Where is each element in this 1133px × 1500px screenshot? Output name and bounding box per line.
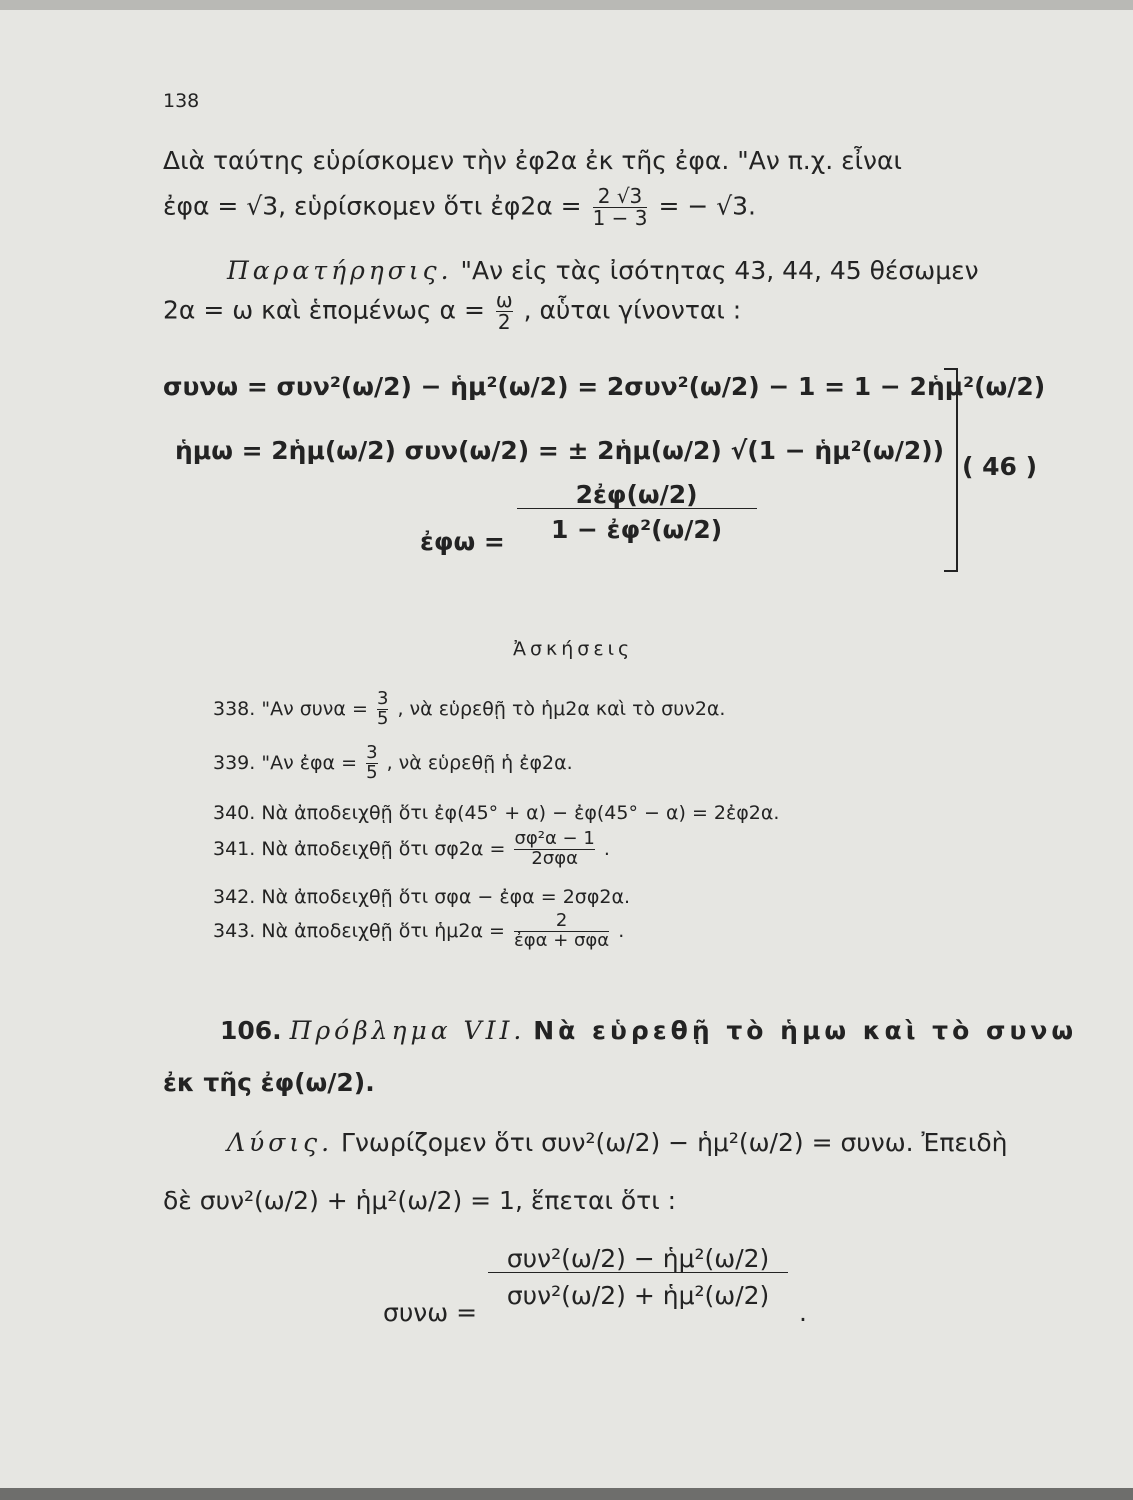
solution-line-2: δὲ συν²(ω/2) + ἡμ²(ω/2) = 1, ἕπεται ὅτι : [163,1186,677,1215]
fraction-denominator: 1 − 3 [592,206,648,230]
paragraph-line-2-start: ἐφα = √3, εὑρίσκομεν ὅτι ἐφ2α = [163,191,582,221]
exercise-number: 340. [213,802,256,824]
remark-line-2-start: 2α = ω καὶ ἑπομένως α = [163,295,485,325]
exercise-text: Νὰ ἀποδειχθῇ ὅτι ἡμ2α = [261,919,505,942]
problem-label: Πρόβλημα VII. [289,1016,526,1045]
exercise-text-end: . [603,837,610,860]
equation-tan-lhs: ἐφω = [420,526,505,556]
exercise-341 [213,830,610,869]
equation-tag: ( 46 ) [962,452,1038,481]
fraction-numerator: 3 [366,742,378,763]
fraction [366,744,377,783]
equation-group-brace [944,368,958,572]
fraction [488,1246,788,1310]
equation-tan [420,480,760,556]
fraction [517,482,757,544]
exercise-text: "Αν συνα = [261,697,368,720]
fraction-denominator: συν²(ω/2) + ἡμ²(ω/2) [488,1272,788,1309]
paragraph-line-1: Διὰ ταύτης εὑρίσκομεν τὴν ἐφ2α ἐκ τῆς ἐφα. "Αν π.χ. εἶναι [163,146,902,175]
fraction-numerator: 2 √3 [597,184,643,208]
fraction-denominator: 2σφα [514,849,594,869]
fraction-denominator: 5 [366,761,378,783]
fraction [514,830,594,869]
fraction [377,690,388,729]
remark-text: "Αν εἰς τὰς ἰσότητας 43, 44, 45 θέσωμεν [460,256,979,285]
remark-line-2 [163,290,741,333]
exercise-number: 341. [213,837,256,860]
problem-line-2: ἐκ τῆς ἐφ(ω/2). [163,1068,375,1097]
fraction [514,912,609,951]
remark-line-1 [227,256,979,285]
fraction-denominator: 1 − ἐφ²(ω/2) [517,508,757,543]
exercise-339 [213,744,573,783]
exercise-text: Νὰ ἀποδειχθῇ ὅτι σφ2α = [261,837,506,860]
exercise-text: Νὰ ἀποδειχθῇ ὅτι σφα − ἐφα = 2σφ2α. [261,886,631,908]
exercises-title: Ἀσκήσεις [513,638,634,660]
exercise-340 [213,802,779,824]
final-equation-end: . [799,1297,807,1327]
exercise-338 [213,690,725,729]
fraction-denominator: ἐφα + σφα [514,929,610,951]
exercise-text-end: . [618,919,625,942]
exercise-number: 343. [213,919,256,942]
fraction [593,186,648,229]
problem-text: Νὰ εὑρεθῇ τὸ ἡμω καὶ τὸ συνω [533,1016,1078,1045]
fraction-numerator: ω [495,288,513,312]
fraction-numerator: 2ἐφ(ω/2) [575,480,698,509]
fraction-numerator: συν²(ω/2) − ἡμ²(ω/2) [506,1244,770,1273]
exercise-number: 338. [213,697,256,720]
exercise-342 [213,886,630,908]
exercise-text: "Αν ἐφα = [261,751,358,774]
remark-label: Παρατήρησις. [227,256,453,285]
exercise-number: 342. [213,886,256,908]
fraction-numerator: 2 [555,910,568,931]
remark-line-2-end: , αὗται γίνονται : [523,295,742,325]
exercise-text-end: , νὰ εὑρεθῇ ἡ ἐφ2α. [386,751,573,774]
exercise-text: Νὰ ἀποδειχθῇ ὅτι ἐφ(45° + α) − ἐφ(45° − α) = 2ἐφ2α. [261,802,780,824]
problem-heading [220,1016,1077,1045]
solution-line-1 [227,1128,1008,1157]
fraction-denominator: 2 [496,311,513,333]
exercise-343 [213,912,624,951]
equation-cos: συνω = συν²(ω/2) − ἡμ²(ω/2) = 2συν²(ω/2) − 1 = 1 − 2ἡμ²(ω/2) [163,372,1046,401]
final-equation [383,1244,807,1327]
exercise-number: 339. [213,751,256,774]
paragraph-line-2 [163,186,756,229]
exercise-text-end: , νὰ εὑρεθῇ τὸ ἡμ2α καὶ τὸ συν2α. [397,697,726,720]
fraction-numerator: σφ²α − 1 [514,828,595,849]
equation-sin: ἡμω = 2ἡμ(ω/2) συν(ω/2) = ± 2ἡμ(ω/2) √(1 − ἡμ²(ω/2)) [175,436,945,465]
solution-text: Γνωρίζομεν ὅτι συν²(ω/2) − ἡμ²(ω/2) = συνω. Ἐπειδὴ [341,1128,1008,1157]
paragraph-line-2-end: = − √3. [658,191,757,221]
fraction-denominator: 5 [376,707,389,729]
page-number: 138 [163,90,200,112]
solution-label: Λύσις. [227,1128,334,1157]
problem-number: 106. [220,1016,282,1045]
fraction-numerator: 3 [376,688,389,709]
final-equation-lhs: συνω = [383,1297,478,1327]
fraction [496,290,513,333]
